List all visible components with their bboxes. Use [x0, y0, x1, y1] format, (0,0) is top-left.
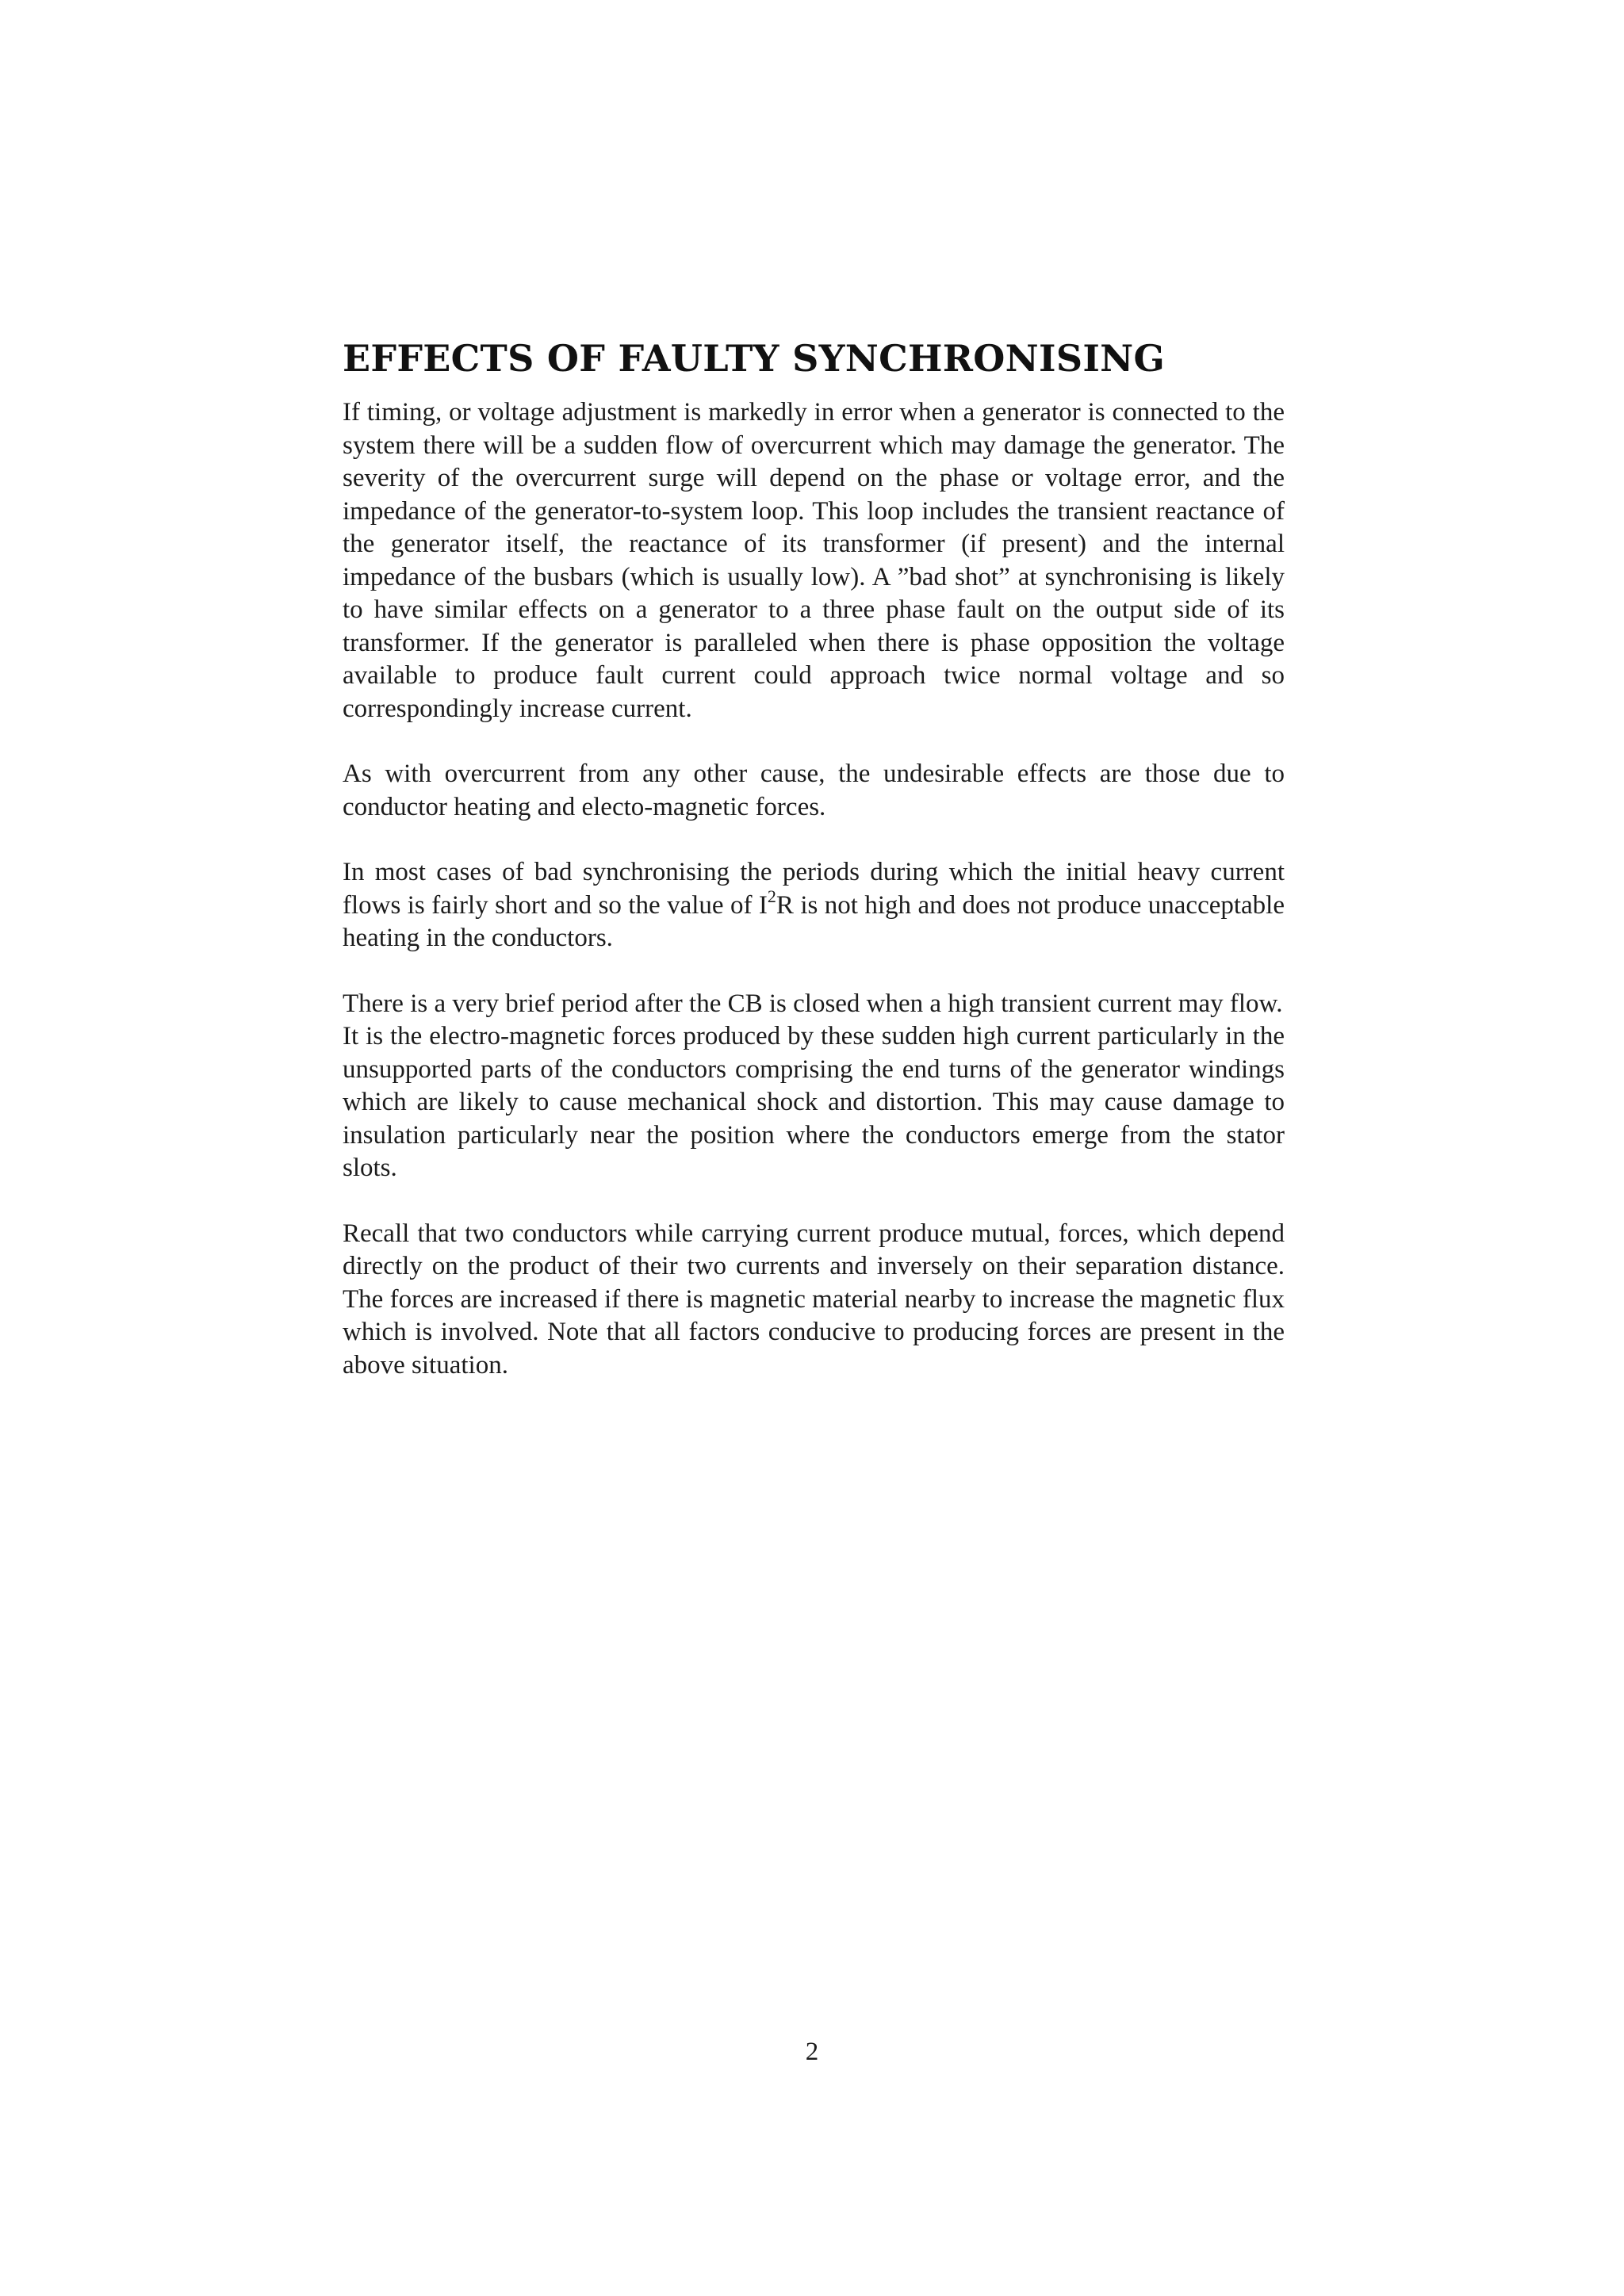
- page-number: 2: [805, 2038, 819, 2066]
- paragraph-heating-effects: [343, 856, 1285, 955]
- section-heading: EFFECTS OF FAULTY SYNCHRONISING: [343, 337, 1166, 380]
- paragraph-faulty-synchronising-overview: If timing, or voltage adjustment is markedly in error when a generator is connected to the system there will be a sudden flow of overcurrent which may damage the generator. The severity of the overcurrent surge will depend on the phase or voltage error, and the impedance of the generator-to-system loop. This loop includes the transient reactance of the generator itself, the reactance of its transformer (if present) and the internal impedance of the busbars (which is usually low). A ”bad shot” at synchronising is likely to have similar effects on a generator to a three phase fault on the output side of its transformer. If the generator is paralleled when there is phase opposition the voltage available to produce fault current could approach twice normal voltage and so correspondingly increase current.: [343, 398, 1285, 723]
- paragraph-heating-text-start: In most cases of bad synchronising the periods during which the initial heavy current flows is fairly short and so the value of I: [343, 858, 1285, 920]
- superscript-exponent: 2: [767, 886, 776, 906]
- paragraph-conductor-forces: Recall that two conductors while carrying current produce mutual, forces, which depend directly on the product of their two currents and inversely on their separation distance. The forces are increased if there is magnetic material nearby to increase the magnetic flux which is involved. Note that all factors conducive to producing forces are present in the above situation.: [343, 1219, 1285, 1380]
- paragraph-electromagnetic-forces: It is the electro-magnetic forces produced by these sudden high current particularly in the unsupported parts of the conductors comprising the end turns of the generator windings which are likely to cause mechanical shock and distortion. This may cause damage to insulation particularly near the position where the conductors emerge from the stator slots.: [343, 1022, 1285, 1182]
- paragraph-transient-current: There is a very brief period after the CB is closed when a high transient current may flow.: [343, 989, 1283, 1018]
- page-content: [343, 331, 1285, 1382]
- paragraph-heating-text-end: R is not high and does not produce unacceptable heating in the conductors.: [343, 890, 1285, 952]
- paragraph-undesirable-effects: As with overcurrent from any other cause, the undesirable effects are those due to conductor heating and electo-magnetic forces.: [343, 760, 1285, 821]
